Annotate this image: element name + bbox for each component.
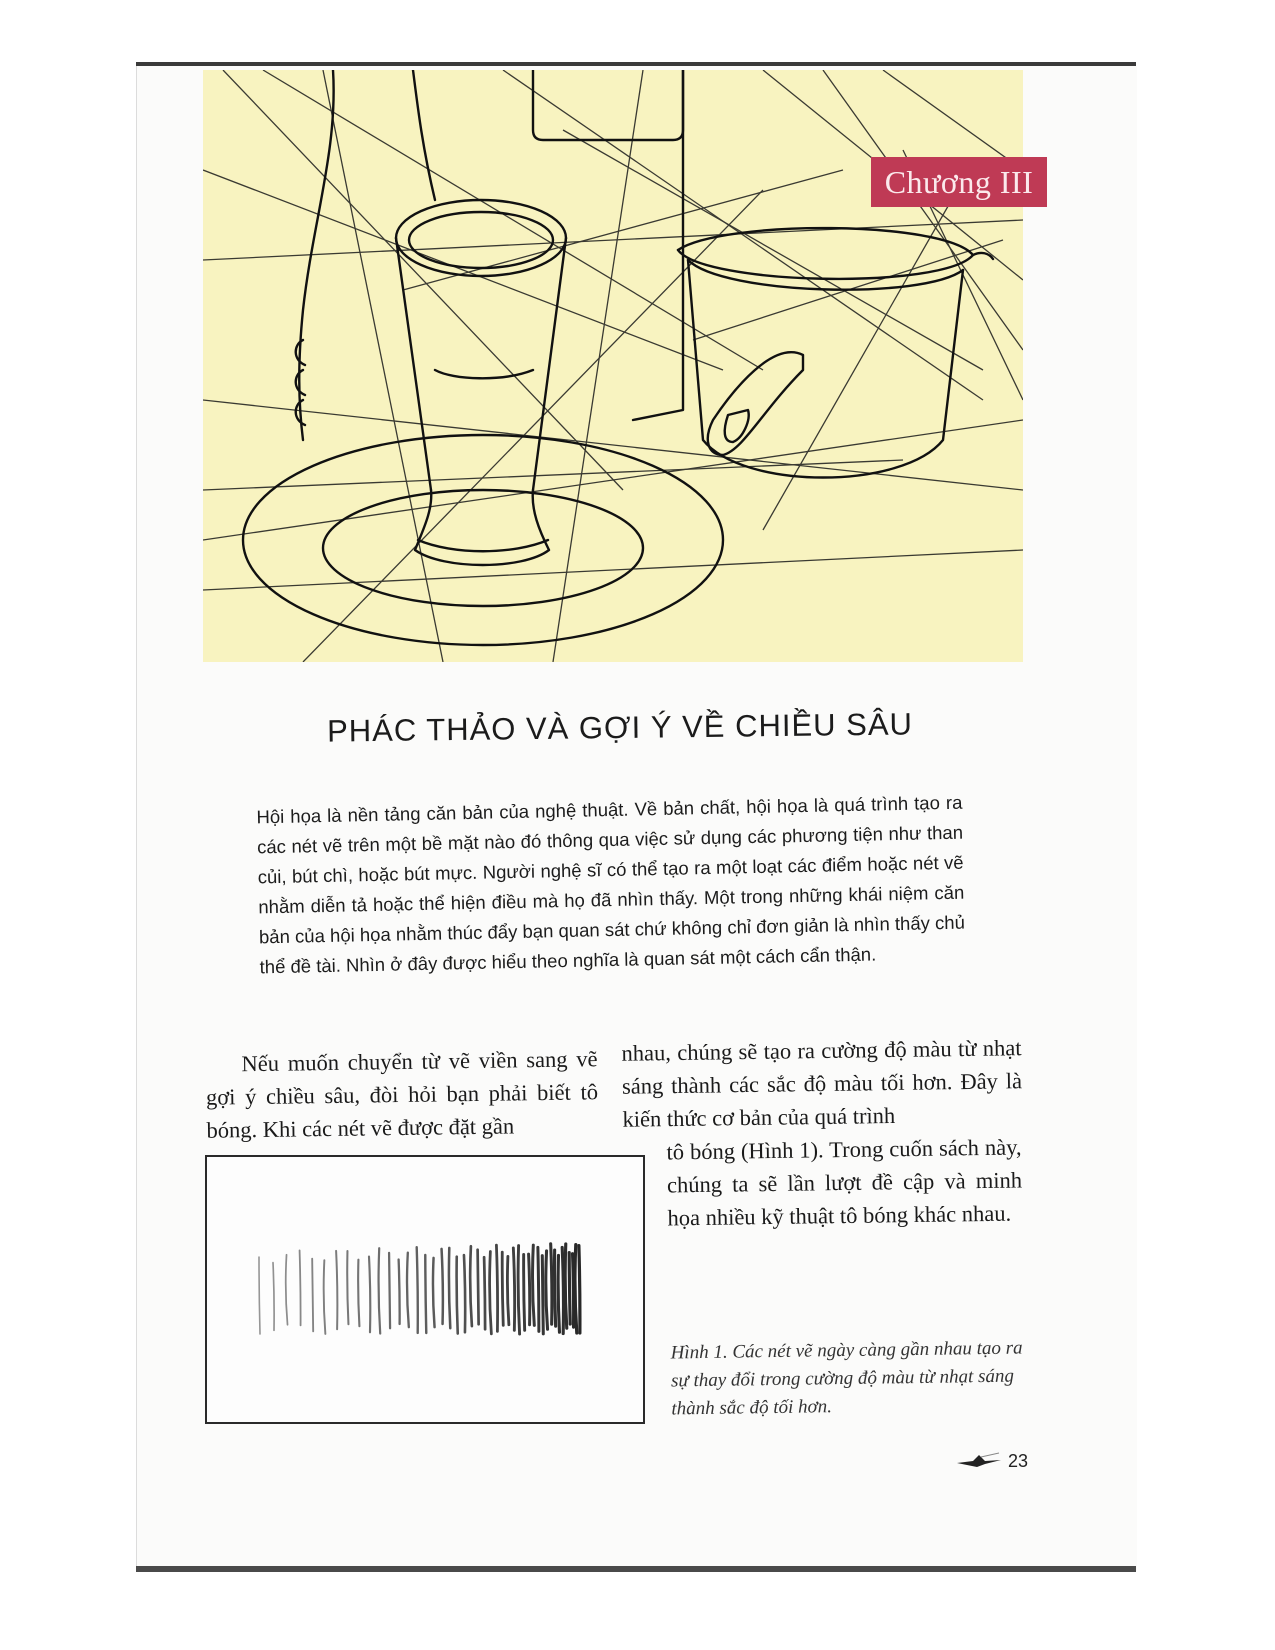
- figure-1-box: [205, 1155, 645, 1424]
- hatch-stroke: [542, 1256, 543, 1334]
- hatch-stroke: [524, 1254, 525, 1330]
- hatch-stroke: [449, 1248, 450, 1328]
- hatch-stroke: [407, 1253, 409, 1328]
- hatch-stroke: [358, 1260, 359, 1327]
- hatch-stroke: [484, 1257, 485, 1329]
- hatch-stroke: [513, 1248, 514, 1330]
- hatch-stroke: [464, 1255, 465, 1332]
- hatch-stroke: [379, 1248, 381, 1333]
- hatch-stroke: [433, 1258, 435, 1327]
- chapter-title: PHÁC THẢO VÀ GỢI Ý VỀ CHIỀU SÂU: [326, 706, 914, 749]
- hatch-stroke: [259, 1257, 260, 1334]
- hatch-stroke: [300, 1250, 301, 1325]
- hatch-stroke: [554, 1250, 555, 1326]
- hatch-stroke: [286, 1255, 288, 1325]
- hatch-stroke: [312, 1259, 313, 1332]
- hatch-stroke: [442, 1249, 443, 1324]
- hatch-stroke: [347, 1251, 348, 1324]
- hatch-stroke: [399, 1260, 400, 1325]
- bird-ornament-icon: [955, 1451, 1005, 1471]
- hatch-stroke: [324, 1260, 326, 1334]
- page-edge-bottom: [136, 1566, 1136, 1572]
- body-right-column-bottom: tô bóng (Hình 1). Trong cuốn sách này, chúng ta sẽ lần lượt đề cập và minh họa nhiều kỹ thuật tô bóng khác nhau.: [666, 1134, 1023, 1231]
- hatch-stroke: [502, 1252, 503, 1325]
- hatch-stroke: [490, 1251, 492, 1333]
- hatch-stroke: [569, 1253, 570, 1324]
- page-number-text: 23: [1008, 1450, 1029, 1471]
- hatch-stroke: [336, 1251, 337, 1329]
- hatch-stroke: [369, 1257, 370, 1333]
- hatch-stroke: [546, 1251, 548, 1329]
- body-left-column: Nếu muốn chuyển từ vẽ viền sang vẽ gợi ý chiều sâu, đòi hỏi bạn phải biết tô bóng. Khi các nét vẽ được đặt gần: [205, 1046, 599, 1143]
- chapter-badge: [871, 157, 1047, 207]
- hatch-stroke: [518, 1246, 519, 1334]
- hatch-stroke: [496, 1245, 497, 1331]
- shading-strokes-illustration: [207, 1157, 643, 1422]
- hatch-stroke: [579, 1246, 580, 1333]
- hatch-stroke: [575, 1245, 577, 1333]
- hatch-stroke: [562, 1247, 563, 1333]
- hatch-stroke: [565, 1244, 567, 1328]
- hatch-stroke: [558, 1255, 559, 1332]
- hatch-stroke: [551, 1244, 552, 1325]
- figure-1-caption: Hình 1. Các nét vẽ ngày càng gần nhau tạo ra sự thay đổi trong cường độ màu từ nhạt sáng thành sắc độ tối hơn.: [670, 1337, 1023, 1420]
- hatch-stroke: [273, 1263, 274, 1331]
- hatch-stroke: [507, 1256, 508, 1324]
- hatch-stroke: [457, 1257, 458, 1334]
- hatch-stroke: [417, 1247, 418, 1333]
- hatch-stroke: [470, 1246, 472, 1326]
- hatch-stroke: [538, 1247, 539, 1331]
- chapter-label: Chương III: [884, 163, 1034, 200]
- hatch-stroke: [478, 1250, 479, 1324]
- body-right-column-top: nhau, chúng sẽ tạo ra cường độ màu từ nhạt sáng thành các sắc độ màu tối hơn. Đây là kiến thức cơ bản của quá trình: [621, 1035, 1023, 1132]
- hatch-stroke: [425, 1255, 426, 1333]
- page-number: [955, 1446, 1035, 1476]
- intro-paragraph: Hội họa là nền tảng căn bản của nghệ thuật. Về bản chất, hội họa là quá trình tạo ra các nét vẽ trên một bề mặt nào đó thông qua việc sử dụng các phương tiện như than củi, bút chì, hoặc bút mực. Người nghệ sĩ có thể tạo ra một loạt các điểm hoặc nét vẽ nhằm diễn tả hoặc thể hiện điều mà họ đã nhìn thấy. Một trong những khái niệm căn bản của hội họa nhằm thúc đẩy bạn quan sát chứ không chỉ đơn giản là nhìn thấy chủ thể đề tài. Nhìn ở đây được hiểu theo nghĩa là quan sát một cách cẩn thận.: [256, 791, 966, 978]
- hatch-stroke: [533, 1245, 535, 1325]
- hatch-stroke: [389, 1253, 390, 1328]
- hatch-stroke: [529, 1254, 530, 1325]
